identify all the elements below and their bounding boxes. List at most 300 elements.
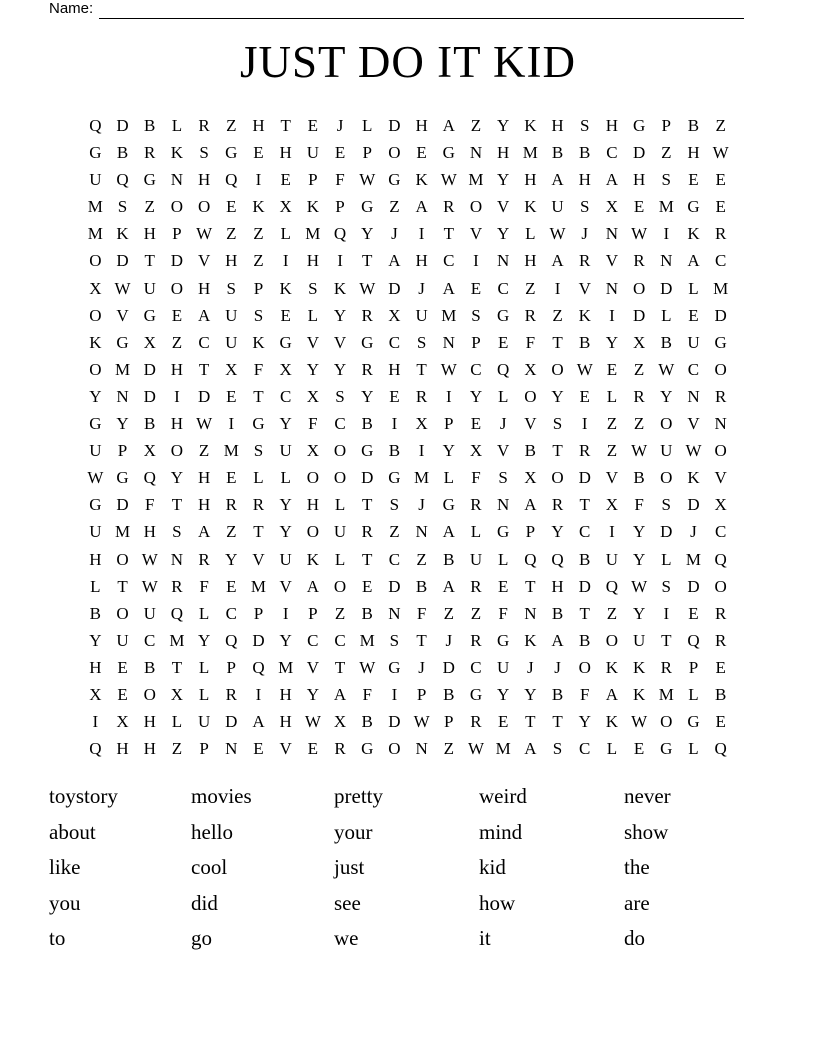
grid-letter: T xyxy=(362,251,373,271)
grid-letter: E xyxy=(389,386,400,406)
grid-letter: J xyxy=(499,414,507,434)
grid-letter: F xyxy=(335,170,345,190)
grid-letter: V xyxy=(469,224,483,244)
grid-letter: K xyxy=(306,197,319,217)
grid-letter: P xyxy=(253,278,264,298)
grid-letter: F xyxy=(634,495,644,515)
grid-letter: G xyxy=(225,143,238,163)
grid-letter: I xyxy=(174,386,180,406)
grid-letter: W xyxy=(196,414,213,434)
grid-letter: S xyxy=(579,116,590,135)
grid-letter: O xyxy=(551,359,564,379)
grid-letter: K xyxy=(632,657,646,677)
grid-letter: H xyxy=(551,576,564,596)
grid-letter: E xyxy=(715,197,726,217)
grid-letter: W xyxy=(141,576,158,596)
grid-letter: J xyxy=(581,224,589,244)
grid-letter: E xyxy=(688,170,699,190)
grid-letter: S xyxy=(172,522,182,542)
grid-letter: E xyxy=(715,712,726,732)
grid-letter: O xyxy=(333,441,347,461)
grid-letter: X xyxy=(89,684,102,704)
grid-letter: P xyxy=(308,170,318,190)
grid-letter: A xyxy=(551,170,564,190)
grid-letter: B xyxy=(144,414,156,434)
grid-row xyxy=(82,166,735,193)
grid-letter: W xyxy=(631,712,648,732)
grid-letter: H xyxy=(578,170,591,190)
grid-letter: N xyxy=(660,251,673,271)
grid-letter: D xyxy=(143,359,156,379)
grid-letter: E xyxy=(307,739,319,759)
grid-letter: S xyxy=(117,197,128,217)
grid-letter: I xyxy=(92,712,99,732)
grid-letter: I xyxy=(609,305,615,325)
grid-letter: C xyxy=(714,251,727,271)
grid-letter: E xyxy=(171,305,183,325)
grid-letter: P xyxy=(172,224,182,244)
grid-letter: Y xyxy=(469,386,483,406)
grid-letter: R xyxy=(470,712,482,732)
grid-letter: E xyxy=(606,359,618,379)
grid-letter: G xyxy=(388,170,401,190)
grid-letter: Z xyxy=(606,441,618,461)
grid-letter: L xyxy=(497,549,509,569)
grid-row xyxy=(82,437,735,464)
grid-letter: J xyxy=(554,657,561,677)
grid-letter: I xyxy=(228,414,235,434)
grid-letter: A xyxy=(388,251,401,271)
grid-letter: D xyxy=(442,657,455,677)
grid-letter: D xyxy=(143,386,156,406)
grid-letter: B xyxy=(551,143,564,163)
grid-letter: G xyxy=(361,441,374,461)
grid-letter: K xyxy=(415,170,428,190)
grid-letter: B xyxy=(361,603,373,623)
grid-letter: T xyxy=(525,576,536,596)
grid-letter: V xyxy=(714,468,727,488)
grid-letter: G xyxy=(361,197,374,217)
grid-letter: S xyxy=(661,576,672,596)
grid-letter: Q xyxy=(89,116,102,135)
word-list-column xyxy=(191,779,334,957)
grid-letter: V xyxy=(333,332,347,352)
grid-letter: Z xyxy=(633,359,645,379)
grid-letter: Q xyxy=(524,549,537,569)
grid-letter: Z xyxy=(226,224,237,244)
grid-letter: V xyxy=(197,251,211,271)
grid-letter: Q xyxy=(170,603,184,623)
grid-letter: M xyxy=(441,305,457,325)
grid-letter: E xyxy=(470,278,482,298)
grid-letter: F xyxy=(253,359,264,379)
grid-letter: Y xyxy=(89,386,102,406)
grid-letter: Y xyxy=(497,224,510,244)
grid-letter: E xyxy=(715,170,726,190)
grid-letter: T xyxy=(579,495,590,515)
grid-letter: B xyxy=(660,332,672,352)
grid-letter: G xyxy=(143,305,156,325)
grid-letter: E xyxy=(226,197,237,217)
grid-letter: I xyxy=(391,414,398,434)
grid-letter: M xyxy=(685,549,702,569)
grid-letter: L xyxy=(606,739,618,759)
grid-letter: I xyxy=(609,522,615,542)
grid-letter: F xyxy=(416,603,427,623)
grid-letter: W xyxy=(359,170,376,190)
grid-letter: Y xyxy=(197,630,211,650)
grid-row xyxy=(82,302,735,329)
grid-letter: C xyxy=(470,657,482,677)
grid-letter: M xyxy=(250,576,267,596)
grid-letter: H xyxy=(415,116,428,135)
grid-letter: X xyxy=(279,197,292,217)
grid-letter: R xyxy=(714,224,727,244)
grid-letter: S xyxy=(335,386,345,406)
grid-letter: I xyxy=(255,684,262,704)
grid-letter: D xyxy=(578,576,591,596)
grid-letter: X xyxy=(89,278,102,298)
grid-letter: L xyxy=(688,278,699,298)
grid-letter: B xyxy=(579,332,591,352)
grid-letter: R xyxy=(470,495,482,515)
grid-letter: T xyxy=(661,630,672,650)
grid-letter: D xyxy=(388,712,401,732)
grid-letter: E xyxy=(497,712,509,732)
grid-letter: T xyxy=(280,116,291,135)
grid-letter: N xyxy=(714,414,727,434)
grid-row xyxy=(82,139,735,166)
grid-letter: P xyxy=(661,116,672,135)
grid-letter: Z xyxy=(389,522,400,542)
name-label: Name: xyxy=(49,0,94,17)
grid-letter: O xyxy=(333,576,347,596)
grid-letter: A xyxy=(197,305,211,325)
grid-letter: A xyxy=(442,522,455,542)
grid-letter: Y xyxy=(632,522,646,542)
grid-letter: M xyxy=(305,224,321,244)
grid-letter: R xyxy=(334,739,346,759)
grid-letter: X xyxy=(333,712,347,732)
grid-letter: K xyxy=(524,116,537,135)
grid-letter: E xyxy=(226,468,237,488)
grid-letter: O xyxy=(660,712,673,732)
grid-letter: H xyxy=(143,522,156,542)
grid-letter: C xyxy=(497,278,509,298)
grid-letter: Y xyxy=(279,414,292,434)
word-item: kid xyxy=(479,855,506,880)
grid-letter: S xyxy=(471,305,481,325)
grid-letter: R xyxy=(361,305,373,325)
grid-letter: X xyxy=(143,441,156,461)
grid-letter: L xyxy=(688,739,699,759)
grid-letter: R xyxy=(415,386,428,406)
grid-letter: J xyxy=(445,630,453,650)
grid-letter: U xyxy=(225,305,238,325)
grid-letter: P xyxy=(199,739,209,759)
grid-letter: T xyxy=(253,386,264,406)
grid-letter: K xyxy=(89,332,102,352)
grid-letter: Y xyxy=(361,386,374,406)
grid-letter: V xyxy=(524,414,537,434)
grid-letter: D xyxy=(388,278,401,298)
grid-letter: P xyxy=(117,441,128,461)
word-item: the xyxy=(624,855,650,880)
grid-letter: G xyxy=(660,739,673,759)
grid-letter: U xyxy=(605,549,619,569)
grid-letter: X xyxy=(605,495,619,515)
grid-letter: D xyxy=(252,630,265,650)
grid-letter: Z xyxy=(715,116,726,135)
grid-letter: T xyxy=(416,630,427,650)
grid-letter: A xyxy=(442,576,455,596)
grid-letter: T xyxy=(198,359,210,379)
grid-letter: Z xyxy=(171,332,183,352)
grid-letter: N xyxy=(442,332,455,352)
grid-letter: Y xyxy=(170,468,184,488)
grid-row xyxy=(82,247,735,274)
grid-letter: H xyxy=(170,414,184,434)
grid-letter: E xyxy=(497,332,509,352)
grid-letter: H xyxy=(497,143,510,163)
word-item: show xyxy=(624,819,669,844)
grid-letter: P xyxy=(444,712,454,732)
word-item: your xyxy=(334,819,373,844)
grid-letter: K xyxy=(170,143,184,163)
grid-letter: N xyxy=(497,495,510,515)
grid-letter: A xyxy=(605,684,619,704)
grid-letter: Z xyxy=(253,251,264,271)
grid-letter: Q xyxy=(497,359,510,379)
grid-letter: Y xyxy=(306,684,319,704)
grid-letter: K xyxy=(524,197,537,217)
grid-letter: T xyxy=(525,712,536,732)
grid-letter: J xyxy=(418,278,425,298)
grid-letter: N xyxy=(388,603,401,623)
grid-letter: N xyxy=(524,603,537,623)
grid-letter: O xyxy=(714,441,727,461)
grid-letter: R xyxy=(633,386,645,406)
grid-letter: N xyxy=(469,143,483,163)
grid-letter: G xyxy=(279,332,292,352)
word-item: toystory xyxy=(49,784,118,808)
grid-letter: S xyxy=(253,305,264,325)
grid-letter: O xyxy=(116,549,129,569)
grid-letter: F xyxy=(525,332,536,352)
grid-letter: Z xyxy=(443,603,454,623)
grid-letter: B xyxy=(415,576,428,596)
grid-letter: L xyxy=(443,468,454,488)
grid-letter: O xyxy=(551,468,564,488)
grid-letter: T xyxy=(253,522,264,542)
grid-row xyxy=(82,193,735,220)
grid-letter: X xyxy=(143,332,156,352)
grid-letter: E xyxy=(633,739,645,759)
grid-letter: E xyxy=(470,414,482,434)
grid-row xyxy=(82,546,735,573)
grid-letter: O xyxy=(89,251,102,271)
grid-letter: I xyxy=(255,170,262,190)
grid-letter: T xyxy=(579,603,590,623)
grid-letter: T xyxy=(171,495,183,515)
grid-letter: I xyxy=(554,278,561,298)
grid-letter: K xyxy=(279,278,292,298)
grid-letter: Q xyxy=(551,549,564,569)
grid-letter: L xyxy=(362,116,373,135)
name-underline xyxy=(99,1,744,19)
grid-letter: O xyxy=(143,684,156,704)
grid-letter: S xyxy=(661,170,672,190)
grid-letter: R xyxy=(551,495,564,515)
grid-letter: C xyxy=(334,414,346,434)
grid-letter: Z xyxy=(552,305,563,325)
word-item: are xyxy=(624,890,650,915)
grid-letter: Z xyxy=(606,603,618,623)
grid-letter: M xyxy=(359,630,375,650)
grid-letter: B xyxy=(551,684,564,704)
grid-letter: H xyxy=(524,170,537,190)
grid-letter: R xyxy=(714,386,727,406)
grid-letter: L xyxy=(198,657,210,677)
grid-letter: C xyxy=(579,522,591,542)
grid-letter: Z xyxy=(525,278,536,298)
grid-letter: X xyxy=(279,359,292,379)
grid-letter: H xyxy=(524,251,537,271)
grid-letter: B xyxy=(551,603,564,623)
grid-letter: X xyxy=(116,712,129,732)
grid-letter: R xyxy=(443,197,455,217)
grid-letter: B xyxy=(116,143,129,163)
grid-letter: E xyxy=(688,305,699,325)
grid-letter: A xyxy=(252,712,265,732)
grid-letter: W xyxy=(196,224,213,244)
grid-row xyxy=(82,600,735,627)
grid-letter: A xyxy=(605,170,619,190)
grid-letter: P xyxy=(226,657,237,677)
grid-letter: K xyxy=(578,305,591,325)
word-item: you xyxy=(49,890,81,915)
grid-letter: D xyxy=(197,386,211,406)
grid-letter: B xyxy=(388,441,401,461)
grid-letter: V xyxy=(279,576,292,596)
grid-letter: R xyxy=(225,684,237,704)
grid-letter: N xyxy=(605,224,619,244)
grid-letter: G xyxy=(497,305,510,325)
grid-letter: V xyxy=(252,549,265,569)
grid-letter: Q xyxy=(225,630,238,650)
grid-letter: G xyxy=(687,197,700,217)
grid-letter: D xyxy=(660,278,673,298)
grid-letter: C xyxy=(334,630,346,650)
grid-letter: E xyxy=(253,739,264,759)
grid-letter: M xyxy=(414,468,430,488)
grid-letter: Q xyxy=(687,630,700,650)
grid-letter: F xyxy=(471,468,481,488)
grid-letter: U xyxy=(551,197,564,217)
grid-letter: E xyxy=(307,116,319,135)
grid-letter: A xyxy=(306,576,319,596)
grid-letter: Z xyxy=(334,603,346,623)
grid-letter: N xyxy=(415,739,428,759)
word-item: cool xyxy=(191,855,228,880)
grid-letter: G xyxy=(143,170,156,190)
grid-letter: O xyxy=(89,305,102,325)
grid-letter: U xyxy=(279,549,292,569)
grid-letter: S xyxy=(579,197,590,217)
grid-letter: Q xyxy=(605,576,619,596)
grid-letter: C xyxy=(225,603,237,623)
grid-letter: K xyxy=(252,197,265,217)
grid-letter: K xyxy=(605,657,619,677)
grid-letter: H xyxy=(143,224,156,244)
grid-letter: V xyxy=(605,468,619,488)
grid-letter: D xyxy=(388,576,401,596)
grid-letter: S xyxy=(389,630,400,650)
grid-letter: G xyxy=(442,143,455,163)
grid-letter: Z xyxy=(389,197,400,217)
grid-letter: Y xyxy=(225,549,238,569)
grid-letter: Z xyxy=(253,224,264,244)
grid-letter: A xyxy=(333,684,347,704)
grid-letter: H xyxy=(225,251,238,271)
grid-letter: N xyxy=(170,170,184,190)
grid-letter: W xyxy=(467,739,484,759)
grid-letter: M xyxy=(114,522,131,542)
grid-letter: Z xyxy=(144,197,155,217)
grid-letter: J xyxy=(527,657,534,677)
grid-letter: A xyxy=(524,495,537,515)
grid-letter: V xyxy=(279,739,292,759)
grid-letter: X xyxy=(170,684,184,704)
grid-letter: E xyxy=(416,143,427,163)
grid-letter: E xyxy=(334,143,346,163)
grid-letter: G xyxy=(687,712,700,732)
grid-letter: N xyxy=(225,739,238,759)
grid-letter: I xyxy=(445,386,452,406)
grid-letter: Y xyxy=(306,359,319,379)
grid-letter: W xyxy=(359,278,376,298)
grid-letter: C xyxy=(279,386,292,406)
grid-letter: P xyxy=(688,657,699,677)
grid-letter: M xyxy=(522,143,538,163)
grid-letter: E xyxy=(280,170,291,190)
grid-letter: Y xyxy=(497,684,510,704)
word-list-column xyxy=(479,779,624,957)
grid-letter: S xyxy=(389,495,400,515)
grid-letter: B xyxy=(633,468,645,488)
grid-letter: W xyxy=(141,549,158,569)
grid-letter: H xyxy=(687,143,700,163)
grid-letter: V xyxy=(497,441,510,461)
grid-letter: B xyxy=(89,603,102,623)
grid-letter: T xyxy=(416,359,427,379)
grid-letter: X xyxy=(605,197,619,217)
grid-letter: R xyxy=(470,576,482,596)
grid-letter: M xyxy=(114,359,131,379)
grid-letter: L xyxy=(280,224,291,244)
grid-letter: O xyxy=(660,414,673,434)
grid-letter: R xyxy=(361,522,373,542)
word-item: like xyxy=(49,855,81,880)
grid-letter: S xyxy=(498,468,508,488)
grid-letter: G xyxy=(632,116,646,135)
grid-letter: G xyxy=(361,332,374,352)
grid-letter: Y xyxy=(89,630,102,650)
grid-letter: R xyxy=(470,630,482,650)
grid-letter: B xyxy=(687,116,700,135)
grid-letter: I xyxy=(418,224,425,244)
grid-letter: I xyxy=(581,414,588,434)
